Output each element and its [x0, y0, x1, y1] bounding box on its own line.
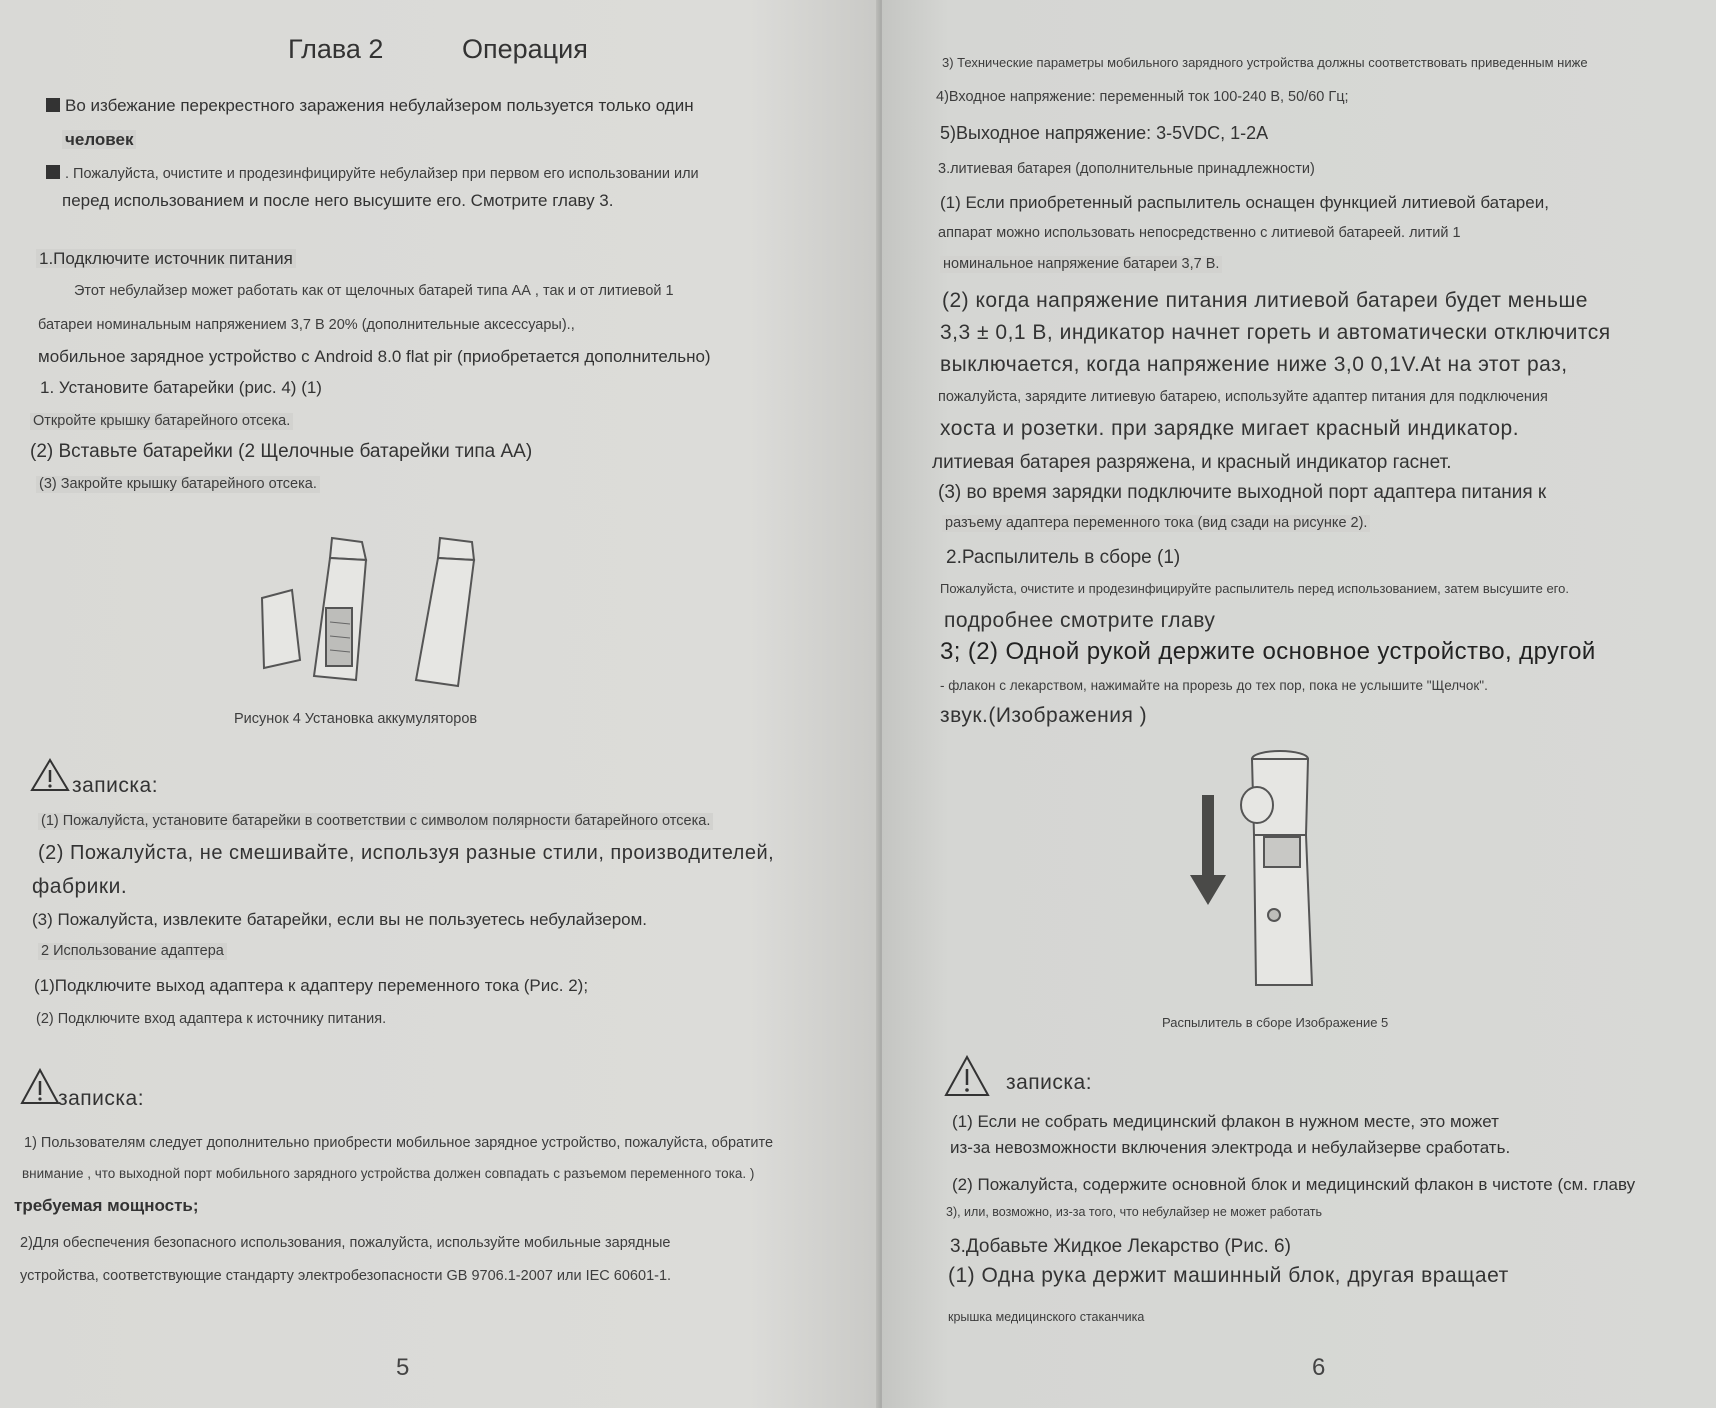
- right-line: хоста и розетки. при зарядке мигает красный индикатор.: [940, 417, 1520, 440]
- bullet-1-line-2: человек: [62, 130, 136, 149]
- right-line: номинальное напряжение батареи 3,7 В.: [940, 256, 1222, 273]
- right-line: разъему адаптера переменного тока (вид сзади на рисунке 2).: [942, 515, 1370, 532]
- right-line: 2.Распылитель в сборе (1): [946, 547, 1181, 568]
- page-number: 5: [396, 1354, 410, 1381]
- right-line: литиевая батарея разряжена, и красный индикатор гаснет.: [932, 452, 1452, 473]
- bullet-square-icon: [46, 165, 60, 179]
- section-3-item-1b: крышка медицинского стаканчика: [948, 1310, 1145, 1324]
- warning-triangle-icon: [30, 758, 70, 792]
- right-line: (3) во время зарядки подключите выходной порт адаптера питания к: [938, 482, 1547, 503]
- note-2-title: записка:: [58, 1087, 145, 1110]
- bullet-text: [46, 157, 699, 182]
- step-1a: Откройте крышку батарейного отсека.: [30, 413, 293, 430]
- bullet-2-line-1: . Пожалуйста, очистите и продезинфицируйте небулайзер при первом его использовании или: [65, 166, 699, 182]
- bullet-square-icon: [46, 98, 60, 112]
- paragraph-line: мобильное зарядное устройство с Android 8.0 flat pir (приобретается дополнительно): [38, 347, 711, 366]
- figure-4-caption: Рисунок 4 Установка аккумуляторов: [234, 711, 478, 727]
- note-1-item-1: (1) Пожалуйста, установите батарейки в соответствии с символом полярности батарейного отсека.: [38, 813, 713, 830]
- adapter-step-1: (1)Подключите выход адаптера к адаптеру переменного тока (Рис. 2);: [34, 976, 589, 995]
- right-line: 4)Входное напряжение: переменный ток 100-240 В, 50/60 Гц;: [936, 89, 1349, 105]
- figure-5-caption: Распылитель в сборе Изображение 5: [1162, 1015, 1389, 1030]
- right-line: 3) Технические параметры мобильного зарядного устройства должны соответствовать приведенным ниже: [942, 55, 1588, 70]
- note-2-item-2: 2)Для обеспечения безопасного использования, пожалуйста, используйте мобильные зарядные: [20, 1235, 671, 1251]
- step-1: 1. Установите батарейки (рис. 4) (1): [40, 378, 322, 397]
- warning-triangle-icon: [20, 1068, 60, 1106]
- note-1-item-3: (3) Пожалуйста, извлеките батарейки, если вы не пользуетесь небулайзером.: [32, 910, 648, 929]
- note-2-item-1c: требуемая мощность;: [14, 1196, 199, 1215]
- right-line: 5)Выходное напряжение: 3-5VDC, 1-2A: [940, 123, 1269, 143]
- note-2-item-1b: внимание , что выходной порт мобильного зарядного устройства должен совпадать с разъемом переменного тока. ): [22, 1166, 755, 1181]
- chapter-title: Операция: [462, 34, 588, 64]
- paragraph-line: Этот небулайзер может работать как от щелочных батарей типа АА , так и от литиевой 1: [74, 283, 674, 299]
- note-item-1: (1) Если не собрать медицинский флакон в нужном месте, это может: [952, 1112, 1499, 1131]
- note-1-item-2: (2) Пожалуйста, не смешивайте, используя разные стили, производителей,: [38, 842, 775, 864]
- bullet-2-line-2: перед использованием и после него высушите его. Смотрите главу 3.: [62, 191, 614, 210]
- note-item-1b: из-за невозможности включения электрода и небулайзерве сработать.: [950, 1138, 1511, 1157]
- note-1-title: записка:: [72, 774, 159, 797]
- note-2-item-2b: устройства, соответствующие стандарту электробезопасности GB 9706.1-2007 или IEC 60601-1.: [20, 1268, 672, 1284]
- right-line: - флакон с лекарством, нажимайте на прорезь до тех пор, пока не услышите "Щелчок".: [940, 678, 1488, 693]
- right-line: 3; (2) Одной рукой держите основное устройство, другой: [940, 638, 1596, 665]
- adapter-step-2: (2) Подключите вход адаптера к источнику питания.: [36, 1011, 387, 1027]
- right-line: аппарат можно использовать непосредственно с литиевой батареей. литий 1: [938, 225, 1461, 241]
- step-3: (3) Закройте крышку батарейного отсека.: [36, 476, 320, 493]
- step-2: (2) Вставьте батарейки (2 Щелочные батарейки типа АА): [30, 441, 533, 462]
- right-line: 3,3 ± 0,1 В, индикатор начнет гореть и автоматически отключится: [940, 321, 1611, 344]
- section-3-item-1: (1) Одна рука держит машинный блок, другая вращает: [948, 1264, 1509, 1287]
- right-line: (1) Если приобретенный распылитель оснащен функцией литиевой батареи,: [940, 193, 1549, 212]
- right-line: звук.(Изображения ): [940, 704, 1148, 727]
- section-3-heading: 3.Добавьте Жидкое Лекарство (Рис. 6): [950, 1236, 1291, 1257]
- paragraph-line: батареи номинальным напряжением 3,7 В 20% (дополнительные аксессуары).,: [38, 317, 575, 333]
- note-item-2: (2) Пожалуйста, содержите основной блок и медицинский флакон в чистоте (см. главу: [952, 1175, 1636, 1194]
- bullet-1-line-1: Во избежание перекрестного заражения небулайзером пользуется только один: [65, 96, 694, 115]
- bullet-text: [46, 97, 694, 114]
- right-line: (2) когда напряжение питания литиевой батареи будет меньше: [942, 289, 1588, 312]
- page-number: 6: [1312, 1354, 1326, 1381]
- chapter-number: Глава 2: [288, 34, 384, 64]
- right-page: [882, 0, 1716, 1408]
- section-1-heading: 1.Подключите источник питания: [36, 249, 296, 268]
- note-item-2b: 3), или, возможно, из-за того, что небулайзер не может работать: [946, 1205, 1322, 1219]
- right-line: выключается, когда напряжение ниже 3,0 0,1V.At на этот раз,: [940, 353, 1568, 376]
- right-line: подробнее смотрите главу: [944, 609, 1216, 632]
- right-line: пожалуйста, зарядите литиевую батарею, используйте адаптер питания для подключения: [938, 389, 1548, 405]
- section-2-heading: 2 Использование адаптера: [38, 943, 227, 960]
- warning-triangle-icon: [944, 1055, 990, 1097]
- note-1-item-2b: фабрики.: [32, 875, 128, 898]
- battery-install-illustration: [250, 530, 540, 690]
- note-title: записка:: [1006, 1071, 1093, 1094]
- nebulizer-assembly-illustration: [1182, 745, 1362, 995]
- note-2-item-1: 1) Пользователям следует дополнительно приобрести мобильное зарядное устройство, пожалуйста, обратите: [24, 1135, 774, 1151]
- right-line: Пожалуйста, очистите и продезинфицируйте распылитель перед использованием, затем высушите его.: [940, 581, 1569, 596]
- right-line: 3.литиевая батарея (дополнительные принадлежности): [938, 161, 1315, 177]
